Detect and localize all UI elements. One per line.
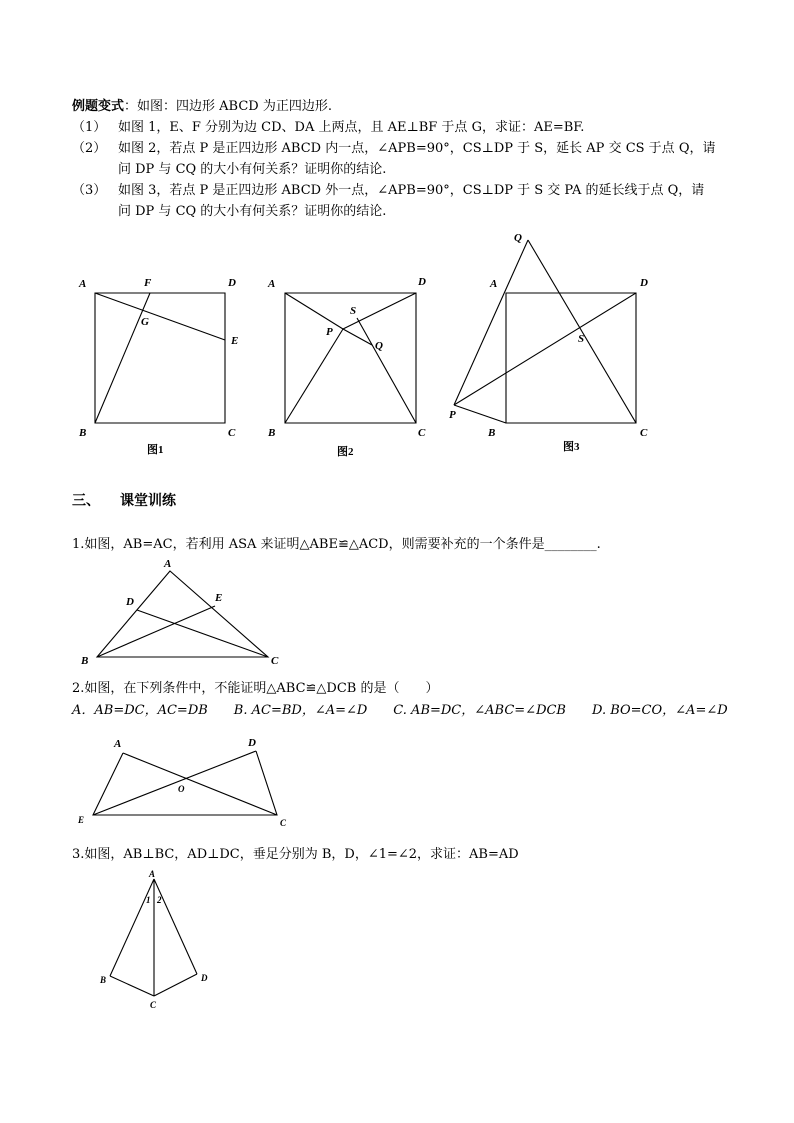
- example-title-rest: ：如图：四边形 ABCD 为正四边形.: [124, 99, 332, 114]
- question-3-text: 3.如图，AB⊥BC，AD⊥DC，垂足分别为 B，D，∠1=∠2，求证：AB=AD: [72, 847, 519, 862]
- q2-segment-ac: [123, 753, 277, 815]
- example-item-3-line-2: 问 DP 与 CQ 的大小有何关系？证明你的结论.: [118, 204, 387, 219]
- q1-label-b: B: [81, 655, 89, 667]
- fig3-label-s: S: [578, 333, 585, 345]
- q1-label-a: A: [164, 558, 172, 570]
- fig1-label-a: A: [79, 278, 87, 290]
- fig1-label-b: B: [79, 427, 87, 439]
- q1-label-e: E: [215, 592, 223, 604]
- q3-segment-dc: [154, 974, 197, 996]
- question-2-figure: [77, 737, 287, 828]
- fig1-label-f: F: [144, 277, 152, 289]
- example-item-2-line-2: 问 DP 与 CQ 的大小有何关系？证明你的结论.: [118, 162, 387, 177]
- fig3-label-c: C: [640, 427, 648, 439]
- fig1-label-g: G: [141, 316, 149, 328]
- section-number: 三、: [72, 493, 100, 509]
- figure-2: [267, 276, 426, 458]
- fig3-segment-qp: [454, 240, 528, 405]
- example-item-3-line-1: 如图 3，若点 P 是正四边形 ABCD 外一点，∠APB=90°，CS⊥DP 于 S 交 PA 的延长线于点 Q，请: [118, 183, 705, 198]
- fig2-segment-sc: [357, 318, 416, 423]
- example-item-1-line-1: 如图 1，E、F 分别为边 CD、DA 上两点，且 AE⊥BF 于点 G，求证：AE=BF.: [118, 120, 585, 135]
- q1-label-c: C: [271, 655, 279, 667]
- figure-3: [449, 232, 648, 453]
- question-2-options: A．AB=DC，AC=DB B. AC=BD，∠A=∠D C. AB=DC，∠ABC=∠DCB D. BO=CO，∠A=∠D: [72, 703, 728, 718]
- fig1-segment-bf: [95, 293, 150, 423]
- q2-label-e: E: [78, 815, 85, 825]
- fig3-label-a: A: [490, 278, 498, 290]
- fig1-square: [95, 293, 225, 423]
- q2-label-o: O: [178, 784, 185, 794]
- q1-label-d: D: [126, 596, 134, 608]
- fig2-label-p: P: [326, 326, 333, 338]
- fig3-segment-pb: [454, 405, 506, 423]
- q2-label-c: C: [280, 818, 287, 828]
- q1-triangle-abc: [97, 571, 268, 657]
- q2-label-d: D: [248, 737, 256, 749]
- fig2-segment-bp: [285, 329, 343, 423]
- fig2-label-a: A: [268, 278, 276, 290]
- question-3-figure: [99, 869, 208, 1010]
- fig1-caption: 图1: [147, 444, 164, 456]
- q3-label-c: C: [150, 1000, 157, 1010]
- question-1-text: 1.如图，AB=AC，若利用 ASA 来证明△ABE≌△ACD，则需要补充的一个条件是________.: [72, 537, 601, 552]
- example-item-2-line-1: 如图 2，若点 P 是正四边形 ABCD 内一点，∠APB=90°，CS⊥DP 于 S，延长 AP 交 CS 于点 Q，请: [118, 141, 716, 156]
- fig3-label-b: B: [488, 427, 496, 439]
- fig1-label-d: D: [228, 277, 236, 289]
- q3-label-angle-1: 1: [146, 895, 151, 905]
- fig2-label-q: Q: [375, 340, 383, 352]
- q2-segment-de: [93, 751, 256, 815]
- q1-segment-cd: [137, 610, 268, 657]
- fig2-label-b: B: [268, 427, 276, 439]
- fig2-segment-ap: [285, 293, 343, 329]
- fig3-label-p: P: [449, 409, 456, 421]
- fig3-segment-pd: [454, 293, 636, 405]
- fig3-label-d: D: [640, 277, 648, 289]
- q3-segment-ad: [154, 879, 197, 974]
- fig3-segment-qc: [528, 240, 636, 423]
- section-title: 课堂训练: [120, 493, 176, 509]
- question-1-figure: [80, 558, 279, 667]
- q3-segment-ab: [110, 879, 154, 976]
- fig1-label-e: E: [231, 335, 239, 347]
- example-item-3-num: （3）: [72, 183, 107, 198]
- example-title-bold: 例题变式: [72, 99, 125, 114]
- fig3-caption: 图3: [563, 441, 580, 453]
- q2-label-a: A: [114, 738, 122, 750]
- example-item-2-num: （2）: [72, 141, 107, 156]
- example-item-1-num: （1）: [72, 120, 107, 135]
- fig2-label-c: C: [418, 427, 426, 439]
- fig2-label-d: D: [418, 276, 426, 288]
- fig3-label-q: Q: [514, 232, 522, 244]
- question-2-text: 2.如图，在下列条件中，不能证明△ABC≌△DCB 的是（ ）: [72, 681, 439, 696]
- fig1-label-c: C: [228, 427, 236, 439]
- fig1-segment-ae: [95, 293, 225, 340]
- q3-label-angle-2: 2: [157, 895, 162, 905]
- q3-label-a: A: [149, 869, 156, 879]
- q3-label-b: B: [100, 975, 107, 985]
- fig2-label-s: S: [350, 305, 357, 317]
- q3-label-d: D: [201, 973, 208, 983]
- fig2-caption: 图2: [337, 446, 354, 458]
- q3-segment-bc: [110, 976, 154, 996]
- q2-outline: [93, 751, 277, 815]
- figure-1: [78, 277, 238, 456]
